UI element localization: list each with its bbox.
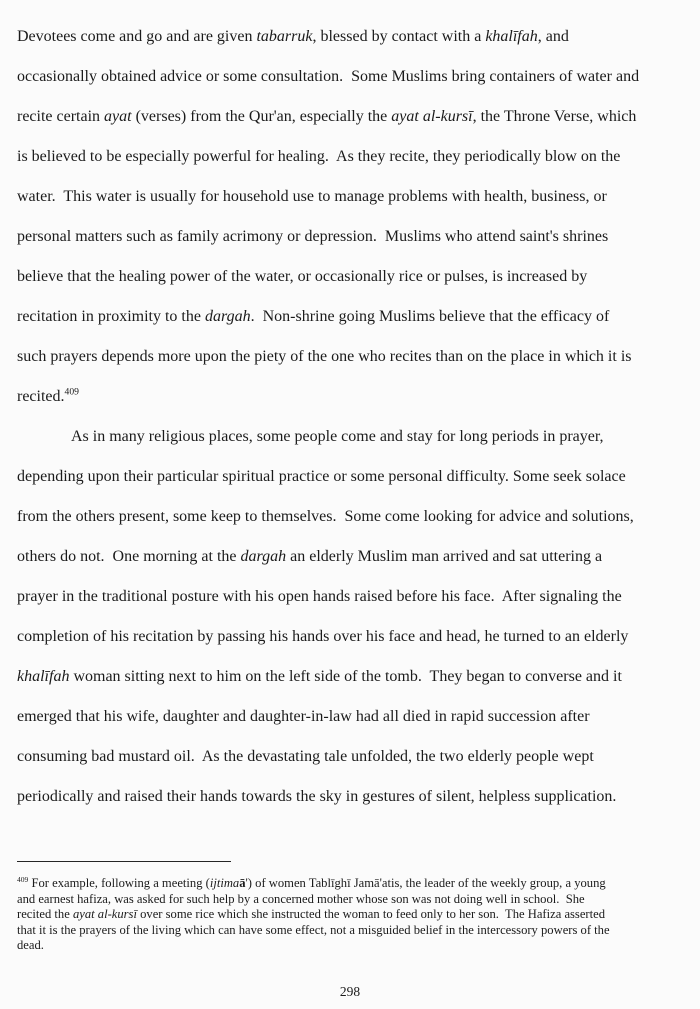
text-segment: ā	[239, 876, 246, 890]
text-segment: such prayers depends more upon the piety of the one who recites than on the place in which it is	[17, 348, 632, 365]
text-segment: , and	[537, 28, 569, 45]
text-segment: khalīfah	[17, 668, 70, 685]
text-line	[17, 617, 689, 657]
text-line	[17, 57, 689, 97]
text-segment: tabarruk	[256, 28, 313, 45]
footnote-reference: 409	[17, 874, 29, 884]
text-line	[17, 457, 689, 497]
text-segment: occasionally obtained advice or some consultation. Some Muslims bring containers of water and	[17, 68, 640, 85]
text-segment: ayat	[104, 108, 132, 125]
text-segment: ') of women Tablīghī Jamā'atis, the leader of the weekly group, a young	[245, 876, 606, 890]
text-segment: dead.	[17, 938, 44, 952]
text-line	[17, 938, 693, 954]
text-segment: recitation in proximity to the	[17, 308, 205, 325]
text-segment: periodically and raised their hands towards the sky in gestures of silent, helpless supplication.	[17, 788, 617, 805]
text-segment: depending upon their particular spiritual practice or some personal difficulty. Some seek solace	[17, 468, 626, 485]
footnote	[17, 876, 693, 954]
text-line	[17, 907, 693, 923]
text-line	[17, 537, 689, 577]
text-segment: woman sitting next to him on the left side of the tomb. They began to converse and it	[69, 668, 622, 685]
text-segment: For example, following a meeting (	[28, 876, 210, 890]
text-segment: ayat al-kursī	[72, 907, 137, 921]
page-number: 298	[339, 984, 361, 999]
text-line	[17, 377, 689, 417]
text-line	[17, 777, 689, 817]
text-line	[17, 137, 689, 177]
text-line	[17, 217, 689, 257]
text-line	[17, 657, 689, 697]
text-line	[17, 577, 689, 617]
text-line	[17, 257, 689, 297]
text-segment: believe that the healing power of the water, or occasionally rice or pulses, is increased by	[17, 268, 588, 285]
text-segment: recite certain	[17, 108, 105, 125]
text-segment: prayer in the traditional posture with his open hands raised before his face. After signaling the	[17, 588, 622, 605]
text-segment: and earnest hafiza, was asked for such help by a concerned mother whose son was not doing well in school. She	[17, 891, 585, 906]
text-segment: over some rice which she instructed the woman to feed only to her son. The Hafiza asserted	[136, 907, 606, 921]
text-line	[17, 876, 693, 892]
text-segment: others do not. One morning at the	[17, 548, 241, 565]
text-line	[17, 337, 689, 377]
text-segment: personal matters such as family acrimony or depression. Muslims who attend saint's shrines	[17, 228, 609, 245]
text-segment: water. This water is usually for household use to manage problems with health, business, or	[17, 188, 607, 205]
text-segment: , blessed by contact with a	[312, 28, 486, 45]
text-segment: is believed to be especially powerful for healing. As they recite, they periodically blow on the	[17, 148, 621, 165]
text-segment: an elderly Muslim man arrived and sat uttering a	[286, 548, 603, 565]
text-segment: from the others present, some keep to themselves. Some come looking for advice and solutions,	[17, 508, 634, 525]
text-line	[17, 177, 689, 217]
text-segment: emerged that his wife, daughter and daughter-in-law had all died in rapid succession after	[17, 708, 590, 725]
text-line	[17, 697, 689, 737]
text-segment: consuming bad mustard oil. As the devastating tale unfolded, the two elderly people wept	[17, 748, 594, 765]
text-segment: . Non-shrine going Muslims believe that the efficacy of	[250, 308, 610, 325]
text-line	[17, 923, 693, 939]
text-line	[17, 417, 689, 457]
text-line	[17, 737, 689, 777]
text-line	[17, 97, 689, 137]
text-segment: dargah	[204, 308, 251, 325]
footnote-separator	[17, 861, 231, 862]
text-segment: ayat al-kursī	[391, 108, 473, 125]
text-segment: dargah	[240, 548, 287, 565]
text-line	[17, 892, 693, 908]
text-segment: As in many religious places, some people come and stay for long periods in prayer,	[71, 428, 604, 445]
text-line	[17, 497, 689, 537]
text-segment: recited.	[17, 388, 65, 405]
text-line	[17, 17, 689, 57]
text-segment: that it is the prayers of the living which can have some effect, not a misguided belief in the intercessory powers of the	[17, 922, 610, 937]
text-segment: Devotees come and go and are given	[17, 28, 257, 45]
text-line	[17, 297, 689, 337]
text-segment: (verses) from the Qur'an, especially the	[131, 108, 392, 125]
text-segment: completion of his recitation by passing his hands over his face and head, he turned to an elderly	[17, 628, 629, 645]
footnote-reference: 409	[64, 386, 79, 398]
text-segment: khalīfah	[485, 28, 538, 45]
text-segment: ijtima	[209, 876, 240, 890]
text-segment: , the Throne Verse, which	[472, 108, 637, 125]
text-segment: recited the	[17, 907, 73, 921]
body-text	[17, 17, 689, 817]
